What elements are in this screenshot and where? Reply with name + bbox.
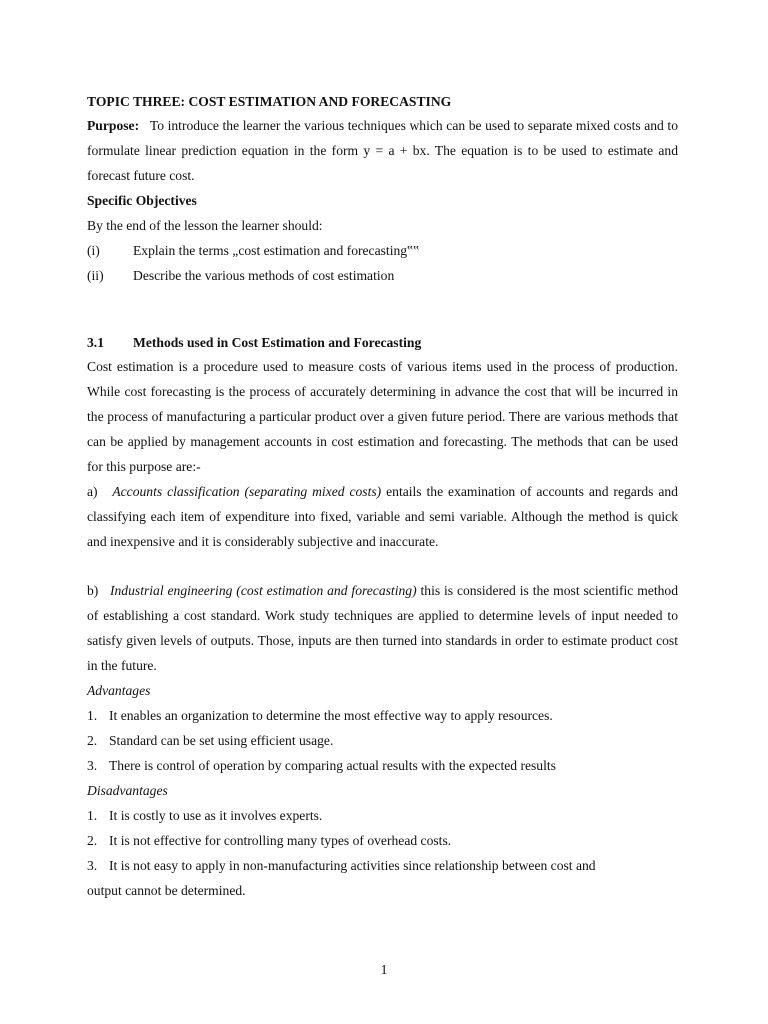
advantage-item [87, 728, 678, 753]
advantage-item [87, 753, 678, 778]
advantage-text: It enables an organization to determine the most effective way to apply resources. [109, 708, 553, 723]
advantages-heading-text: Advantages [87, 683, 151, 698]
objective-number: (ii) [87, 268, 104, 283]
disadvantage-text: It is not effective for controlling many types of overhead costs. [109, 833, 452, 848]
method-a-title: Accounts classification (separating mixed costs) [112, 484, 382, 499]
advantages-heading [87, 678, 678, 703]
purpose-text: To introduce the learner the various techniques which can be used to separate mixed costs and to formulate linear prediction equation in the form y = a + bx. The equation is to be used to estimate and forecast future cost. [87, 118, 678, 183]
disadvantages-heading-text: Disadvantages [87, 783, 168, 798]
purpose-paragraph [87, 113, 678, 188]
disadvantage-continuation: output cannot be determined. [87, 883, 246, 898]
objectives-heading: Specific Objectives [87, 193, 197, 208]
advantage-text: Standard can be set using efficient usage. [109, 733, 334, 748]
disadvantage-item [87, 828, 678, 853]
paragraph-spacer [87, 554, 678, 578]
objective-number: (i) [87, 243, 100, 258]
advantage-text: There is control of operation by comparing actual results with the expected results [109, 758, 556, 773]
section-intro: Cost estimation is a procedure used to measure costs of various items used in the process of production. While cost forecasting is the process of accurately determining in advance the cost that will be incurred in the process of manufacturing a particular product over a given future period. There are various methods that can be applied by management accounts in cost estimation and forecasting. The methods that can be used for this purpose are:- [87, 359, 678, 474]
disadvantage-text: It is not easy to apply in non-manufacturing activities since relationship between cost and [109, 858, 596, 873]
objective-item [87, 238, 678, 263]
method-b-paragraph [87, 578, 678, 678]
page-content [87, 91, 678, 903]
advantage-item [87, 703, 678, 728]
method-a-label: a) [87, 484, 98, 499]
method-b-text: this is considered is the most scientific method of establishing a cost standard. Work study techniques are applied to determine levels of input needed to satisfy given levels of outputs. Those, inputs are then turned into standards in order to estimate product cost in the future. [87, 583, 678, 673]
topic-heading: TOPIC THREE: COST ESTIMATION AND FORECASTING [87, 94, 452, 109]
method-a-paragraph [87, 479, 678, 554]
section-title: Methods used in Cost Estimation and Forecasting [133, 335, 422, 350]
section-heading [87, 332, 678, 354]
method-b-label: b) [87, 583, 99, 598]
objective-text: Explain the terms „cost estimation and forecasting‟‟ [133, 243, 420, 258]
objective-item [87, 263, 678, 288]
page-number: 1 [380, 962, 388, 977]
disadvantage-text: It is costly to use as it involves experts. [109, 808, 323, 823]
disadvantage-item [87, 803, 678, 828]
method-a-text: entails the examination of accounts and regards and classifying each item of expenditure into fixed, variable and semi variable. Although the method is quick and inexpensive and it is considerably subjective and inaccurate. [87, 484, 678, 549]
disadvantage-item [87, 853, 678, 878]
disadvantage-number: 1. [87, 808, 98, 823]
objectives-intro: By the end of the lesson the learner should: [87, 218, 323, 233]
purpose-label: Purpose: [87, 118, 140, 133]
method-b-title: Industrial engineering (cost estimation and forecasting) [109, 583, 417, 598]
objective-text: Describe the various methods of cost estimation [133, 268, 395, 283]
disadvantage-number: 3. [87, 858, 98, 873]
disadvantage-number: 2. [87, 833, 98, 848]
disadvantages-heading [87, 778, 678, 803]
advantage-number: 3. [87, 758, 98, 773]
advantage-number: 2. [87, 733, 98, 748]
advantage-number: 1. [87, 708, 98, 723]
section-number: 3.1 [87, 335, 104, 350]
